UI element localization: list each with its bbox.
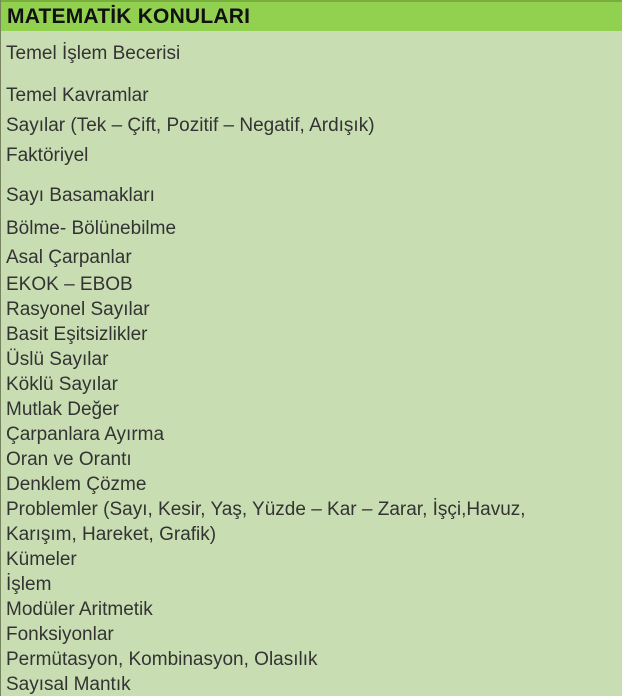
topic-row: Basit Eşitsizlikler <box>6 324 148 345</box>
topic-row: Rasyonel Sayılar <box>6 299 150 320</box>
topic-row: Köklü Sayılar <box>6 374 118 395</box>
table-title: MATEMATİK KONULARI <box>7 4 251 28</box>
topic-row: Oran ve Orantı <box>6 449 132 470</box>
topic-row: Bölme- Bölünebilme <box>6 218 177 239</box>
table-header-row <box>1 0 622 31</box>
topic-row: Sayısal Mantık <box>6 674 131 695</box>
topic-row: Temel Kavramlar <box>6 85 149 106</box>
topic-row: Kümeler <box>6 549 77 570</box>
topic-list <box>1 31 622 696</box>
topic-row: İşlem <box>6 574 52 595</box>
topic-row: Denklem Çözme <box>6 474 147 495</box>
topic-row: Permütasyon, Kombinasyon, Olasılık <box>6 649 318 670</box>
topic-row: Temel İşlem Becerisi <box>6 43 181 64</box>
topic-row: Mutlak Değer <box>6 399 119 420</box>
topic-row: Üslü Sayılar <box>6 349 109 370</box>
topic-row: Çarpanlara Ayırma <box>6 424 165 445</box>
topic-row: Sayı Basamakları <box>6 185 155 206</box>
topic-row: Asal Çarpanlar <box>6 247 132 268</box>
topic-row: Fonksiyonlar <box>6 624 114 645</box>
topic-row: Problemler (Sayı, Kesir, Yaş, Yüzde – Kar – Zarar, İşçi,Havuz, Karışım, Hareket, Grafik) <box>6 499 526 545</box>
topic-row: Faktöriyel <box>6 145 89 166</box>
topic-row: Modüler Aritmetik <box>6 599 153 620</box>
topic-row: EKOK – EBOB <box>6 274 133 295</box>
topic-row: Sayılar (Tek – Çift, Pozitif – Negatif, Ardışık) <box>6 115 375 136</box>
